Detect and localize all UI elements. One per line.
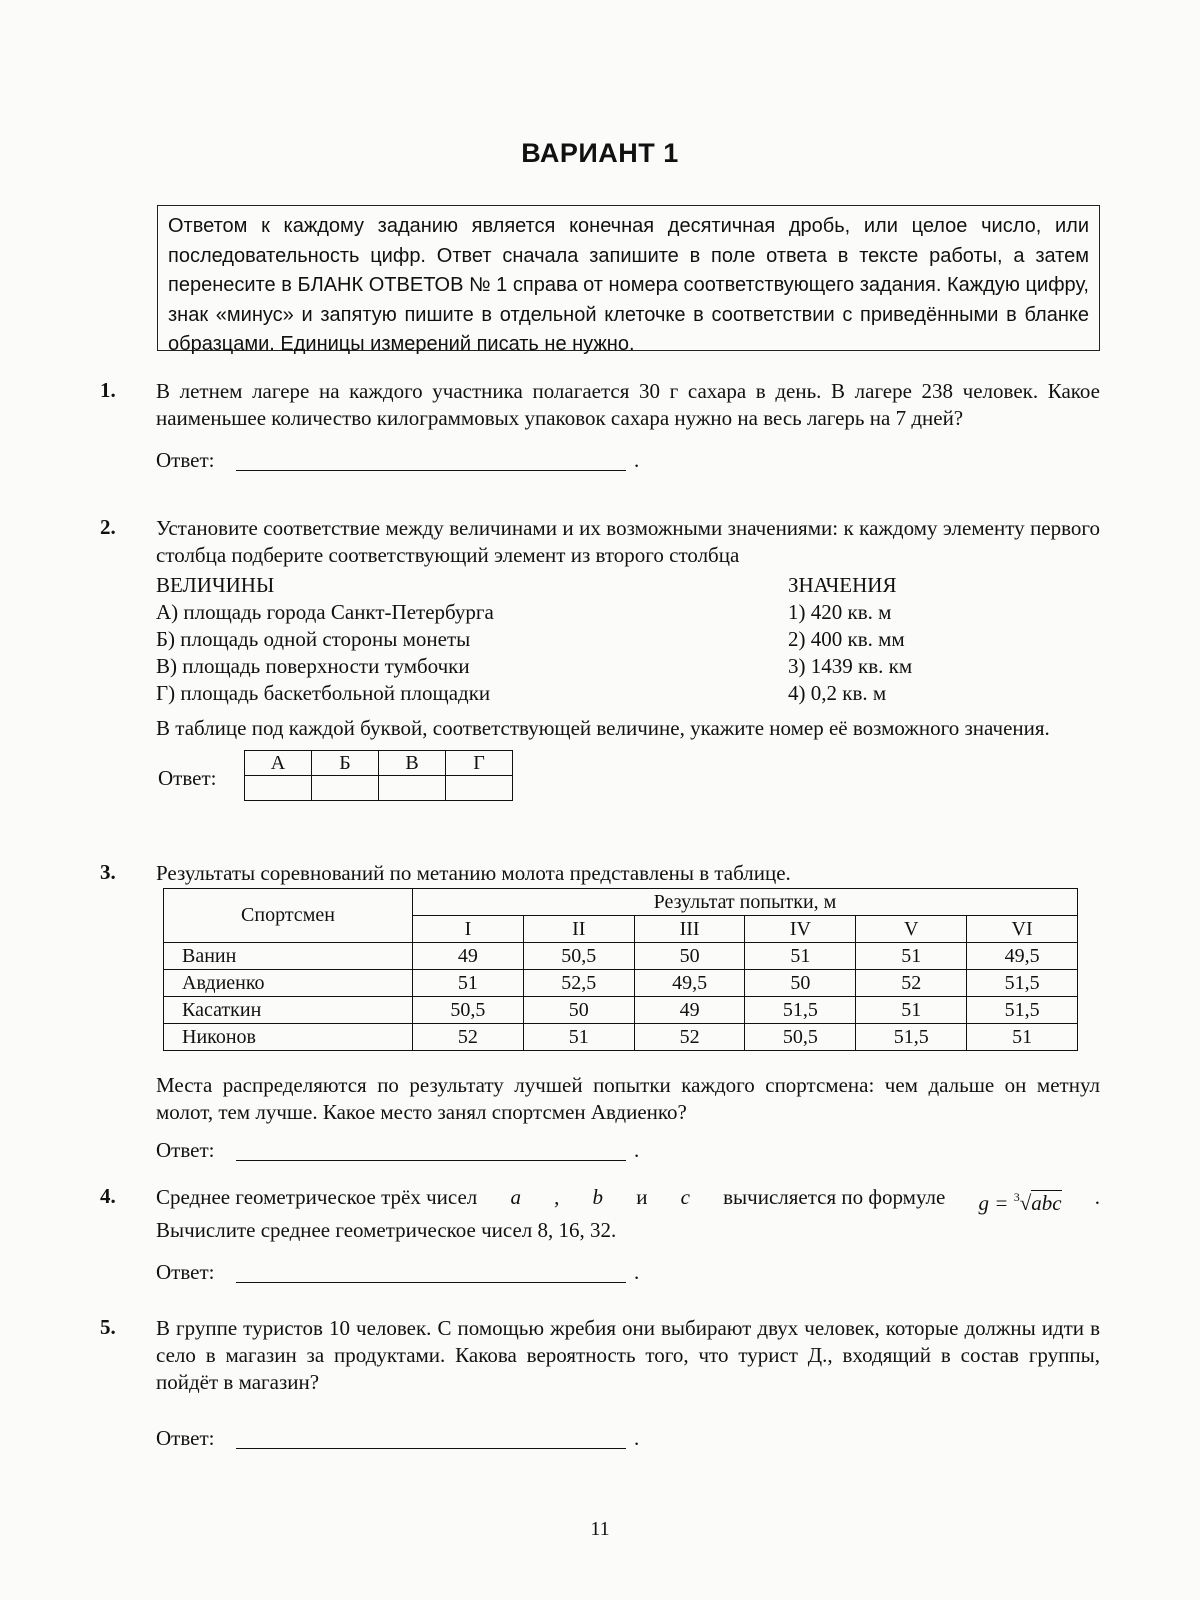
answer-dot: . [634, 448, 640, 472]
result-cell: 50,5 [413, 997, 524, 1024]
answer-line[interactable] [236, 1282, 626, 1283]
value-item: 4) 0,2 кв. м [788, 681, 887, 705]
task-text-part: вычисляется по формуле [723, 1185, 946, 1209]
letter-cell: Б [312, 751, 379, 776]
answer-label: Ответ: [156, 1426, 215, 1450]
answer-line[interactable] [236, 1160, 626, 1161]
answer-label: Ответ: [156, 1260, 215, 1284]
attempt-header: III [634, 916, 745, 943]
answer-label: Ответ: [156, 448, 215, 472]
page-number: 11 [590, 1518, 610, 1540]
result-cell: 50 [523, 997, 634, 1024]
attempt-header: II [523, 916, 634, 943]
matching-columns [156, 572, 1100, 707]
result-cell: 49,5 [967, 943, 1078, 970]
variable-b: b [592, 1185, 604, 1209]
answer-label: Ответ: [156, 1138, 215, 1162]
attempt-header: IV [745, 916, 856, 943]
result-cell: 51 [745, 943, 856, 970]
column-header-result: Результат попытки, м [413, 889, 1078, 916]
task-number: 5. [100, 1315, 116, 1339]
attempt-header: VI [967, 916, 1078, 943]
answer-field [156, 1260, 1100, 1290]
task-text: Установите соответствие между величинами и их возможными значениями: к каждому элементу первого столбца подберите соответствующий элемент из второго столбца [156, 516, 1100, 567]
variable-c: c [680, 1185, 690, 1209]
root-index: 3 [1013, 1190, 1020, 1204]
formula-lhs: g = [978, 1191, 1009, 1215]
values-column [788, 572, 988, 707]
table-row [164, 1024, 1078, 1051]
answer-line[interactable] [236, 470, 626, 471]
task-question: Места распределяются по результату лучшей попытки каждого спортсмена: чем дальше он метнул молот, тем лучше. Какое место занял спортсмен Авдиенко? [156, 1073, 1100, 1124]
comma: , [554, 1185, 560, 1209]
result-cell: 52,5 [523, 970, 634, 997]
result-cell: 50 [634, 943, 745, 970]
table-row [164, 997, 1078, 1024]
results-table [163, 888, 1078, 1051]
result-cell: 52 [856, 970, 967, 997]
result-cell: 49 [413, 943, 524, 970]
answer-cell[interactable] [245, 776, 312, 801]
value-item: 2) 400 кв. мм [788, 627, 905, 651]
task-1 [100, 378, 1100, 478]
value-item: 3) 1439 кв. км [788, 654, 913, 678]
task-number: 1. [100, 378, 116, 402]
result-cell: 51 [967, 1024, 1078, 1051]
attempt-header: I [413, 916, 524, 943]
task-text: В группе туристов 10 человек. С помощью жребия они выбирают двух человек, которые должны идти в село в магазин за продуктами. Какова вероятность того, что турист Д., входящий в состав группы, пойдёт в магазин? [156, 1316, 1100, 1394]
formula [979, 1184, 1062, 1217]
athlete-name: Ванин [164, 943, 413, 970]
radical-sign: √ [1019, 1191, 1032, 1215]
answer-dot: . [634, 1138, 640, 1162]
answer-label: Ответ: [158, 766, 217, 790]
attempt-header: V [856, 916, 967, 943]
task-4 [100, 1184, 1100, 1290]
result-cell: 52 [413, 1024, 524, 1051]
answer-dot: . [634, 1260, 640, 1284]
result-cell: 51,5 [967, 997, 1078, 1024]
column-header-athlete: Спортсмен [164, 889, 413, 943]
letter-cell: А [245, 751, 312, 776]
task-number: 3. [100, 860, 116, 884]
result-cell: 49 [634, 997, 745, 1024]
result-cell: 51 [856, 943, 967, 970]
instructions-box: Ответом к каждому заданию является конечная десятичная дробь, или целое число, или последовательность цифр. Ответ сначала запишите в поле ответа в тексте работы, а затем перенесите в БЛАНК ОТВЕТОВ № 1 справа от номера соответствующего задания. Каждую цифру, знак «минус» и запятую пишите в отдельной клеточке в соответствии с приведёнными в бланке образцами. Единицы измерений писать не нужно. [157, 205, 1100, 351]
athlete-name: Касаткин [164, 997, 413, 1024]
task-3-question [100, 1072, 1100, 1168]
athlete-name: Авдиенко [164, 970, 413, 997]
task-text: В летнем лагере на каждого участника полагается 30 г сахара в день. В лагере 238 человек. Какое наименьшее количество килограммовых упаковок сахара нужно на весь лагерь на 7 дней? [156, 379, 1100, 430]
quantity-item: Б) площадь одной стороны монеты [156, 627, 471, 651]
table-row [164, 970, 1078, 997]
result-cell: 51 [523, 1024, 634, 1051]
task-number: 4. [100, 1184, 116, 1208]
letter-cell: Г [446, 751, 513, 776]
task-text [156, 1184, 1100, 1244]
answer-cell[interactable] [446, 776, 513, 801]
task-instruction: В таблице под каждой буквой, соответствующей величине, укажите номер её возможного значения. [156, 716, 1050, 740]
task-number: 2. [100, 515, 116, 539]
answer-field [156, 448, 1100, 478]
task-text-part: Среднее геометрическое трёх чисел [156, 1185, 478, 1209]
result-cell: 51 [856, 997, 967, 1024]
result-cell: 51,5 [967, 970, 1078, 997]
answer-field [156, 1138, 1100, 1168]
letter-cell: В [379, 751, 446, 776]
answer-line[interactable] [236, 1448, 626, 1449]
value-item: 1) 420 кв. м [788, 600, 892, 624]
quantity-item: Г) площадь баскетбольной площадки [156, 681, 491, 705]
values-header: ЗНАЧЕНИЯ [788, 573, 897, 597]
result-cell: 49,5 [634, 970, 745, 997]
task-2 [100, 515, 1100, 810]
result-cell: 51 [413, 970, 524, 997]
result-cell: 50,5 [523, 943, 634, 970]
result-cell: 50 [745, 970, 856, 997]
answer-cell[interactable] [312, 776, 379, 801]
quantity-item: А) площадь города Санкт-Петербурга [156, 600, 494, 624]
result-cell: 50,5 [745, 1024, 856, 1051]
answer-table-block [156, 750, 1100, 810]
task-3 [100, 860, 1100, 887]
result-cell: 51,5 [745, 997, 856, 1024]
task-5 [100, 1315, 1100, 1456]
task-text-part: Вычислите среднее геометрическое чисел 8, 16, 32. [156, 1218, 617, 1242]
table-row [164, 943, 1078, 970]
result-cell: 52 [634, 1024, 745, 1051]
quantity-item: В) площадь поверхности тумбочки [156, 654, 470, 678]
matching-answer-table [244, 750, 513, 801]
result-cell: 51,5 [856, 1024, 967, 1051]
conjunction: и [636, 1185, 648, 1209]
answer-field [156, 1426, 1100, 1456]
period: . [1094, 1185, 1100, 1209]
page-title: ВАРИАНТ 1 [521, 138, 679, 168]
task-text: Результаты соревнований по метанию молота представлены в таблице. [156, 861, 791, 885]
quantities-column [156, 572, 756, 707]
quantities-header: ВЕЛИЧИНЫ [156, 573, 275, 597]
answer-cell[interactable] [379, 776, 446, 801]
athlete-name: Никонов [164, 1024, 413, 1051]
answer-dot: . [634, 1426, 640, 1450]
radicand: abc [1031, 1191, 1062, 1215]
variable-a: a [510, 1185, 521, 1209]
